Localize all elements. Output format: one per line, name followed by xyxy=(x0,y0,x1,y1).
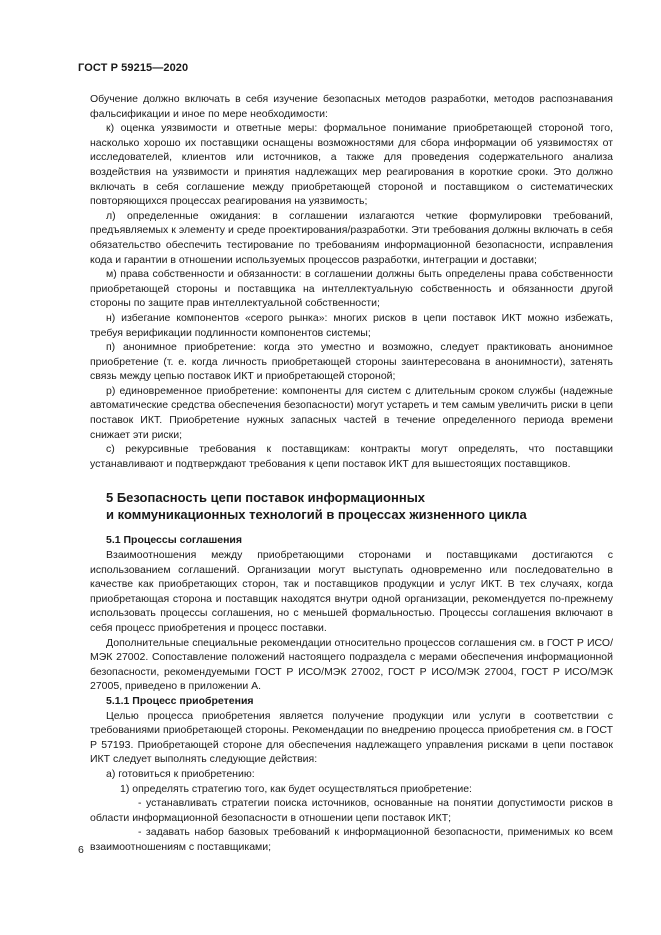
list-item-l: л) определенные ожидания: в соглашении излагаются четкие формулировки требований, предъявляемых к элементу и среде проектирования/разработки. Эти требования должны включать в себя обязательство обеспечить тестирование по требованиям информационной безопасности, исправления кода и гарантии в отношении используемых процессов разработки, интеграции и доставки; xyxy=(90,209,613,266)
paragraph: Целью процесса приобретения является получение продукции или услуги в соответствии с требованиями приобретающей стороны. Рекомендации по внедрению процесса приобретения см. в ГОСТ Р 57193. Приобретающей стороне для обеспечения надлежащего управления рисками в цепи поставок ИКТ следует выполнять следующие действия: xyxy=(90,709,613,766)
paragraph: Взаимоотношения между приобретающими сторонами и поставщиками достигаются с использованием соглашений. Организации могут выступать одновременно или последовательно в качестве как приобретающих сторон, так и поставщиков продукции и услуг ИКТ. В тех случаях, когда приобретающая сторона и поставщик находятся внутри одной организации, рекомендуется по-прежнему использовать процессы соглашения, но с меньшей формальностью. Процессы соглашения включают в себя процесс приобретения и процесс поставки. xyxy=(90,549,613,634)
list-item-r: р) единовременное приобретение: компоненты для систем с длительным сроком службы (надежные автоматические средства обеспечения безопасности) могут устареть и тем самым увеличить риски в цепи поставок ИКТ. Приобретение нужных запасных частей в течение определенного периода времени снижает эти риски; xyxy=(90,384,613,441)
paragraph: Дополнительные специальные рекомендации относительно процессов соглашения см. в ГОСТ Р ИСО/МЭК 27002. Сопоставление положений настоящего подраздела с мерами обеспечения информационной безопасности, рекомендуемыми ГОСТ Р ИСО/МЭК 27002, ГОСТ Р ИСО/МЭК 27004, ГОСТ Р ИСО/МЭК 27005, приведено в приложении А. xyxy=(90,636,613,693)
section-5-title-line1: 5 Безопасность цепи поставок информационных xyxy=(106,490,426,506)
dash-item: - устанавливать стратегии поиска источников, основанные на понятии допустимости рисков в области информационной безопасности в отношении цепи поставок ИКТ; xyxy=(90,797,613,824)
section-5-1-1-heading: 5.1.1 Процесс приобретения xyxy=(106,694,254,707)
list-item-s: с) рекурсивные требования к поставщикам: контракты могут определять, что поставщики устанавливают и подтверждают требования к цепи поставок ИКТ для вышестоящих поставщиков. xyxy=(90,443,613,470)
section-5-heading xyxy=(106,489,613,523)
list-item-1: 1) определять стратегию того, как будет осуществляться приобретение: xyxy=(120,782,472,795)
list-item-k: к) оценка уязвимости и ответные меры: формальное понимание приобретающей стороной того, насколько хорошо их поставщики оснащены возможностями для сбора информации об уязвимостях от исследователей, клиентов или источников, а также для проведения содержательного анализа воздействия на уязвимости и принятия надлежащих мер реагирования в короткие сроки. Это должно включать в себя соглашение между приобретающей стороной и поставщиком о систематических повторяющихся процессах реагирования на уязвимость; xyxy=(90,122,613,208)
list-item-m: м) права собственности и обязанности: в соглашении должны быть определены права собственности приобретающей стороны и поставщика на интеллектуальную собственность и обязанности другой стороны по защите прав интеллектуальной собственности; xyxy=(90,268,613,310)
list-item-p: п) анонимное приобретение: когда это уместно и возможно, следует практиковать анонимное приобретение (т. е. когда личность приобретающей стороны заинтересована в анонимности), затенять связь между цепью поставок ИКТ и приобретающей стороной; xyxy=(90,341,613,383)
section-5-1-heading: 5.1 Процессы соглашения xyxy=(106,534,242,547)
document-body xyxy=(90,92,613,855)
dash-item: - задавать набор базовых требований к информационной безопасности, применимых ко всем взаимоотношениям с поставщиками; xyxy=(90,826,613,853)
section-5-title-line2: и коммуникационных технологий в процессах жизненного цикла xyxy=(106,507,527,523)
paragraph: Обучение должно включать в себя изучение безопасных методов разработки, методов распознавания фальсификации и иное по мере необходимости: xyxy=(90,93,613,120)
list-item-n: н) избегание компонентов «серого рынка»: многих рисков в цепи поставок ИКТ можно избежать, требуя верификации подлинности компонентов системы; xyxy=(90,311,613,339)
list-item-a: а) готовиться к приобретению: xyxy=(106,767,255,780)
standard-header: ГОСТ Р 59215—2020 xyxy=(78,62,189,74)
page-number: 6 xyxy=(78,844,84,856)
